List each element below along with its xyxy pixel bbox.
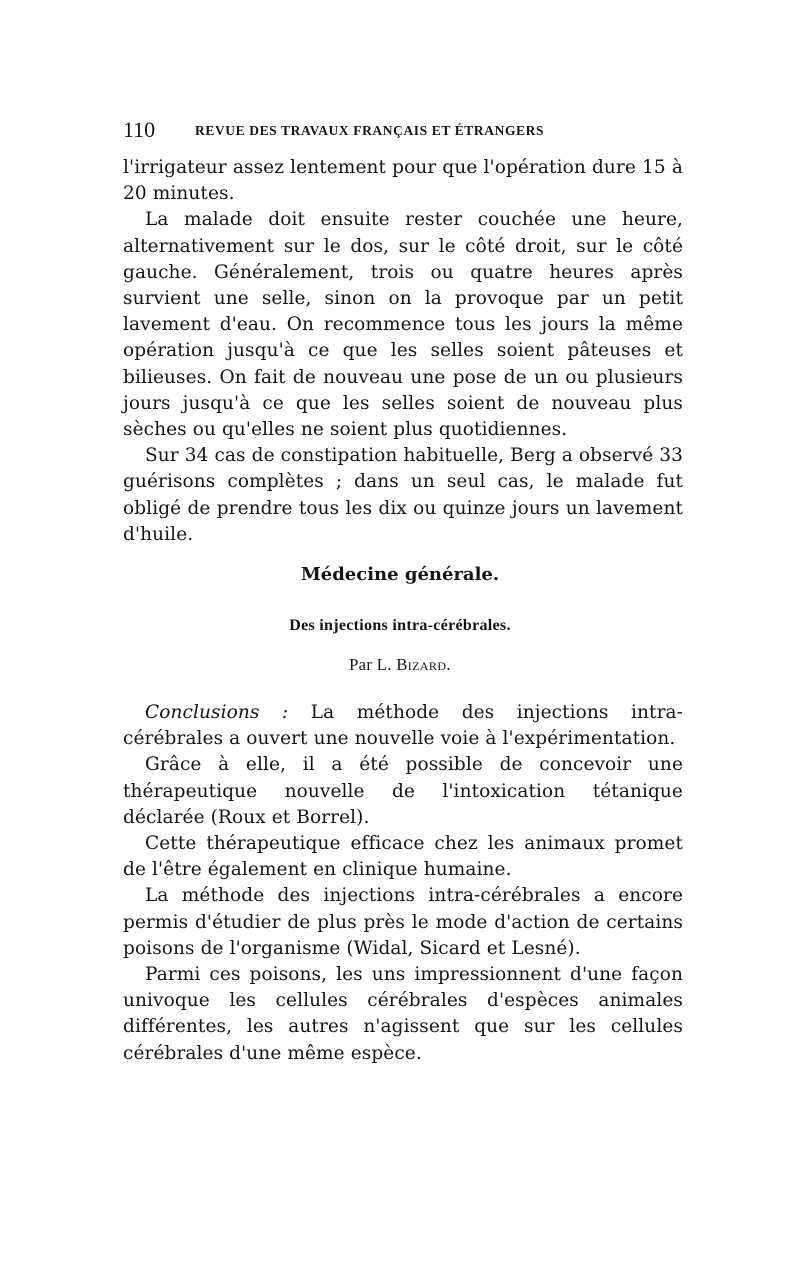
conclusions-paragraph-4: La méthode des injections intra-cérébrales a encore permis d'étudier de plus près le mode d'action de certains poisons de l'organisme (Widal, Sicard et Lesné). xyxy=(123,885,683,959)
conclusions-lead: Conclusions : xyxy=(145,702,289,723)
conclusions-paragraph-1 xyxy=(123,700,683,752)
conclusions-paragraph-2: Grâce à elle, il a été possible de concevoir une thérapeutique nouvelle de l'intoxication tétanique déclarée (Roux et Borrel). xyxy=(123,754,683,828)
author-line xyxy=(0,653,800,677)
intro-paragraph-1: l'irrigateur assez lentement pour que l'opération dure 15 à 20 minutes. xyxy=(123,157,683,205)
conclusions-paragraph-3: Cette thérapeutique efficace chez les animaux promet de l'être également en clinique humaine. xyxy=(123,833,683,881)
article-title: Des injections intra-cérébrales. xyxy=(289,617,511,634)
page-header xyxy=(123,116,683,148)
conclusions-paragraph-5: Parmi ces poisons, les uns impressionnent d'une façon univoque les cellules cérébrales d'espèces animales différentes, les autres n'agissent que sur les cellules cérébrales d'une même espèce. xyxy=(123,964,683,1064)
conclusions-first-text: La méthode des injections intra-cérébrales a ouvert une nouvelle voie à l'expérimentation. xyxy=(123,702,683,750)
conclusions-text-block xyxy=(123,700,683,1067)
intro-text-block xyxy=(123,155,683,548)
page-number: 110 xyxy=(123,117,156,142)
section-title: Médecine générale. xyxy=(300,564,500,585)
intro-paragraph-2: La malade doit ensuite rester couchée une heure, alternativement sur le dos, sur le côté droit, sur le côté gauche. Généralement, trois ou quatre heures après survient une selle, sinon on la provoque par un petit lavement d'eau. On recommence tous les jours la même opération jusqu'à ce que les selles soient pâteuses et bilieuses. On fait de nouveau une pose de un ou plusieurs jours jusqu'à ce que les selles soient de nouveau plus sèches ou qu'elles ne soient plus quotidiennes. xyxy=(123,209,683,441)
author-prefix: Par xyxy=(349,655,373,674)
running-title: REVUE DES TRAVAUX FRANÇAIS ET ÉTRANGERS xyxy=(195,123,545,138)
intro-paragraph-3: Sur 34 cas de constipation habituelle, Berg a observé 33 guérisons complètes ; dans un seul cas, le malade fut obligé de prendre tous les dix ou quinze jours un lavement d'huile. xyxy=(123,445,683,545)
author-name: L. Bizard. xyxy=(376,655,451,674)
